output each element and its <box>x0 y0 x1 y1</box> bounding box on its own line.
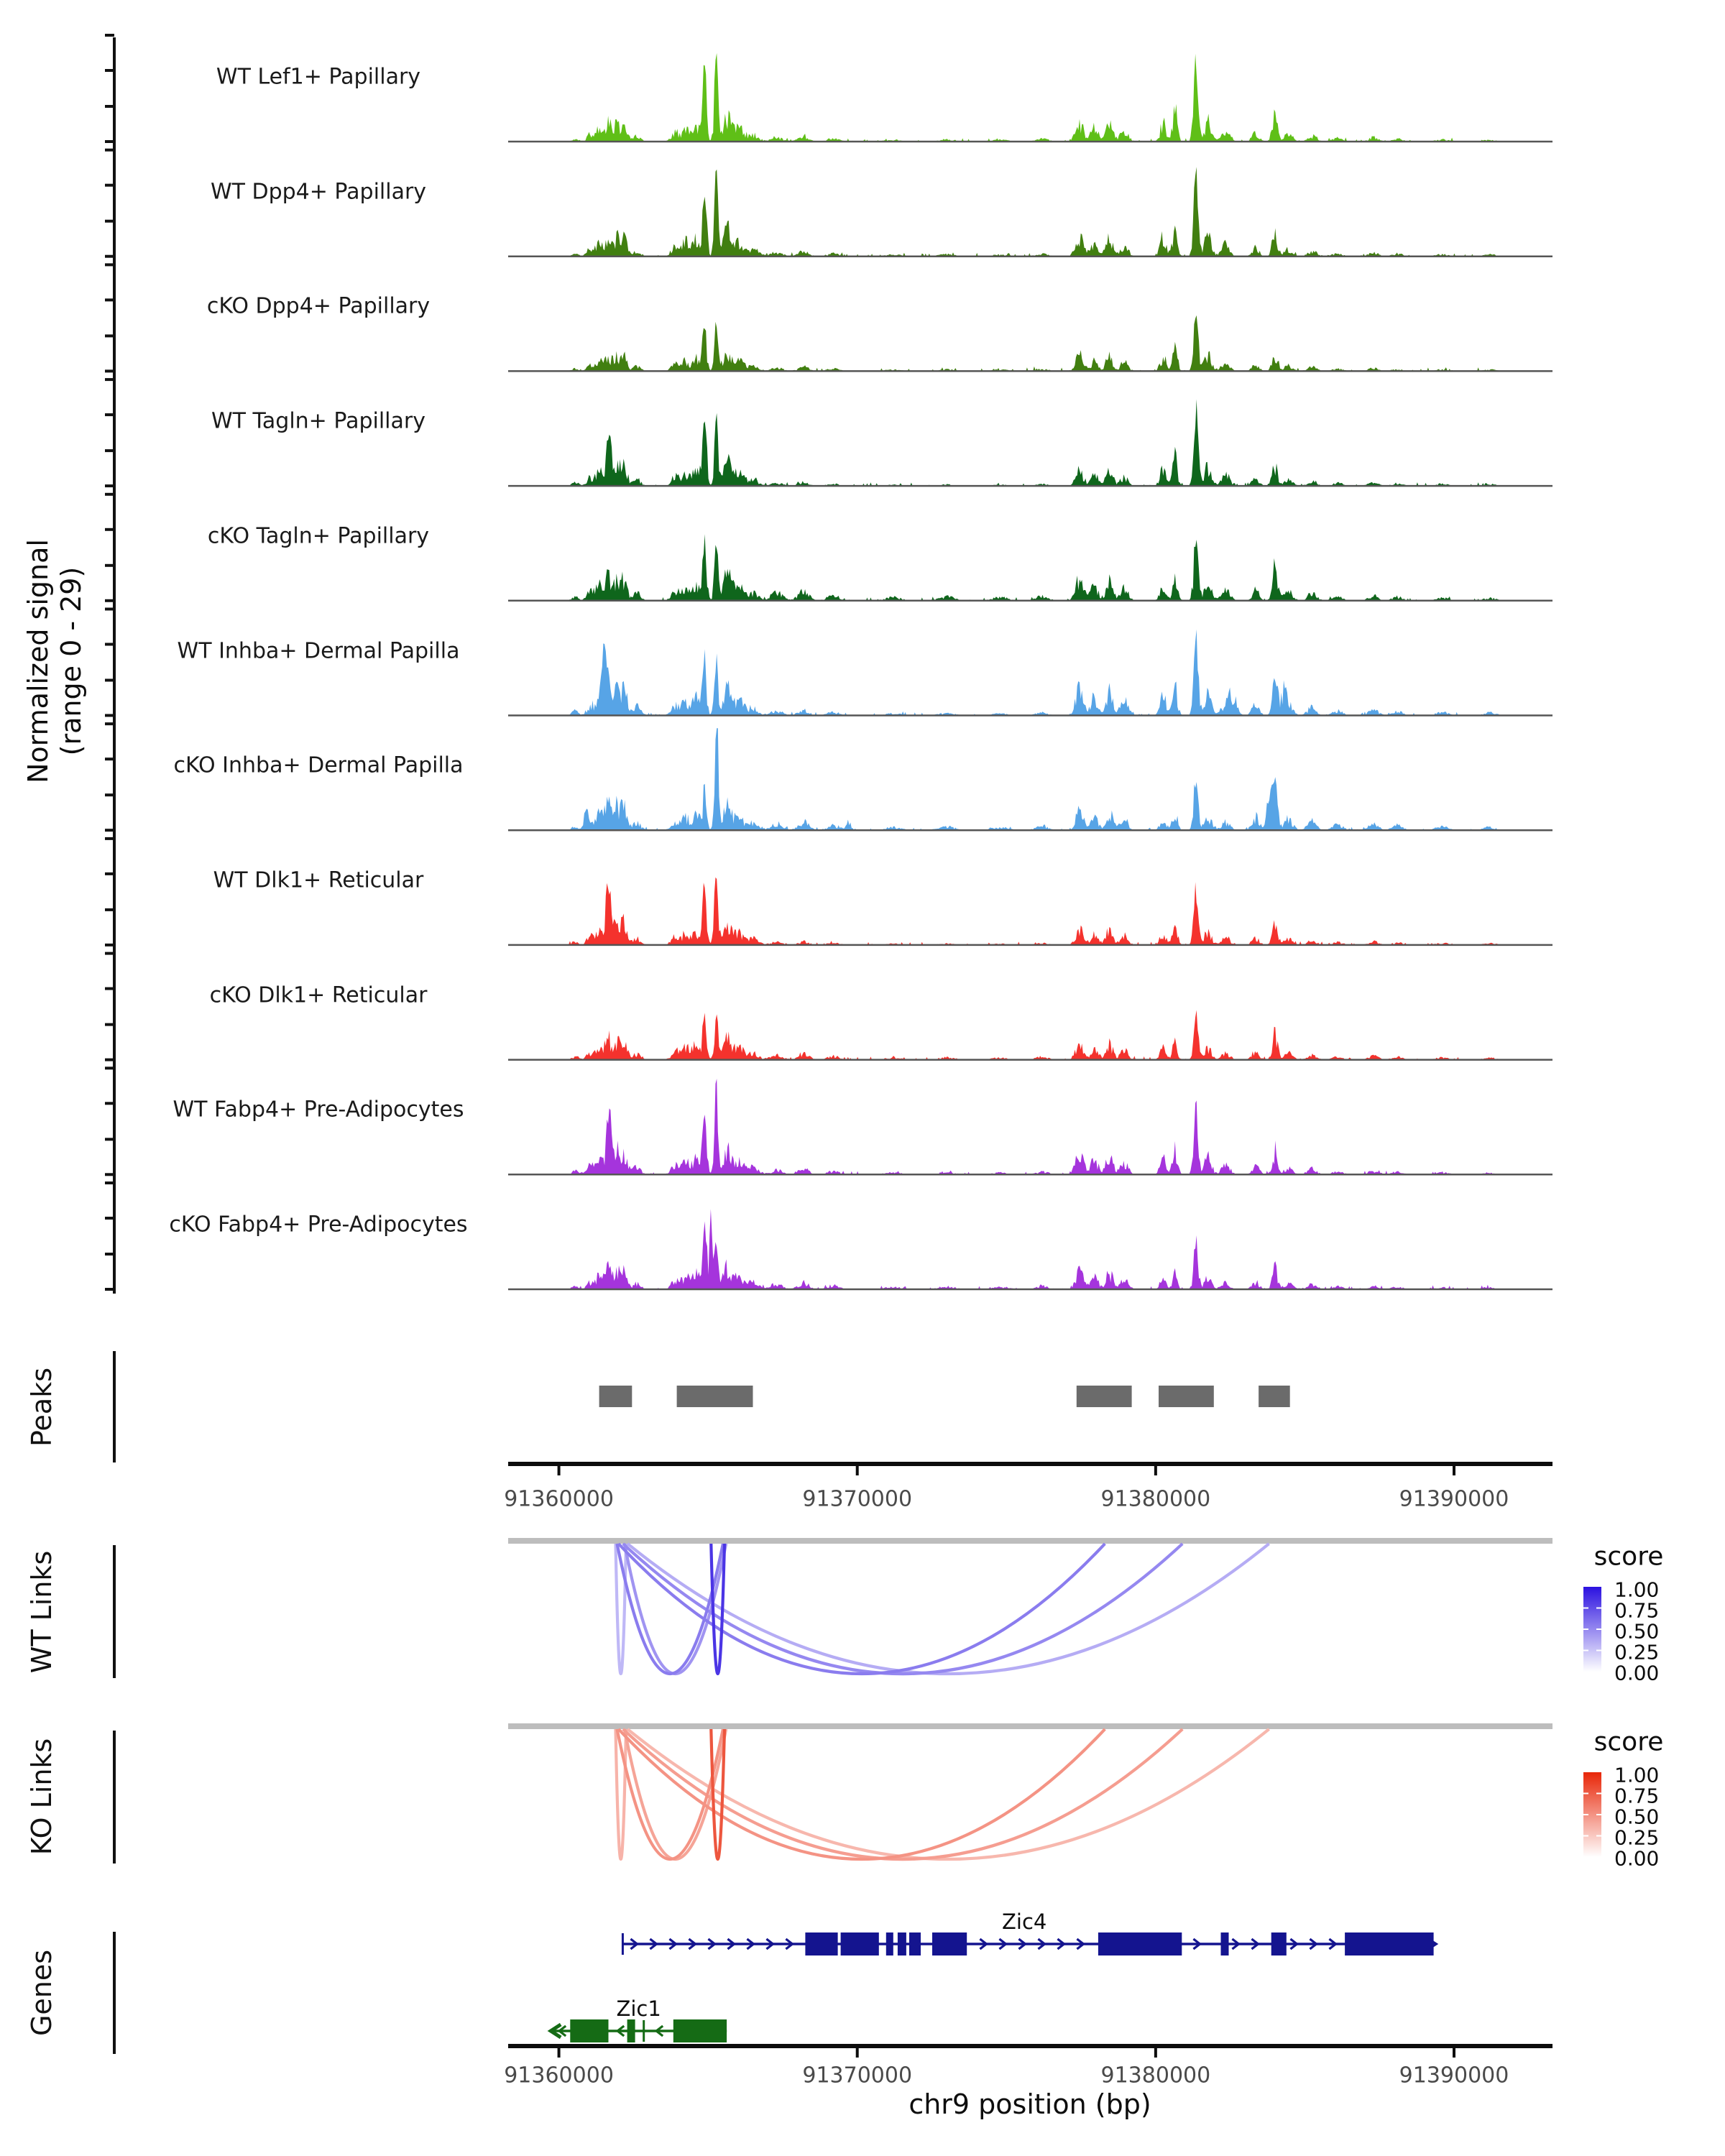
peak-interval <box>1077 1386 1132 1407</box>
gene-exon <box>673 2019 727 2042</box>
ko-links-arc <box>617 1729 723 1859</box>
track-label-8: WT Dlk1+ Reticular <box>213 867 424 893</box>
track-label-6: WT Inhba+ Dermal Papilla <box>177 638 460 663</box>
peaks-x-tick-label: 91390000 <box>1399 1486 1509 1512</box>
track-label-1: WT Lef1+ Papillary <box>216 64 421 90</box>
gene-exon <box>1221 1932 1229 1955</box>
track-label-3: cKO Dpp4+ Papillary <box>206 293 431 319</box>
peaks-x-tick-label: 91370000 <box>802 1486 913 1512</box>
signal-y-axis-label <box>22 539 88 783</box>
track-label-5: cKO Tagln+ Papillary <box>207 523 430 549</box>
gene-label-zic1: Zic1 <box>616 1996 661 2021</box>
gene-exon <box>805 1932 837 1955</box>
ko-links-panel-label: KO Links <box>26 1738 58 1856</box>
wt-score-legend-value: 1.00 <box>1614 1577 1660 1602</box>
ko-score-legend-value: 0.00 <box>1614 1846 1660 1871</box>
track-label-4: WT Tagln+ Papillary <box>211 408 426 434</box>
genome-x-axis <box>508 2046 1552 2058</box>
wt-links-arc <box>617 1544 723 1674</box>
ko-score-colorbar <box>1583 1772 1601 1857</box>
ko-links-baseline <box>508 1723 1552 1729</box>
gene-model-zic4 <box>622 1932 1435 1955</box>
genome-x-tick-label: 91380000 <box>1100 2063 1211 2088</box>
ko-score-legend-value: 0.75 <box>1614 1784 1660 1808</box>
genome-x-tick-label: 91390000 <box>1399 2063 1509 2088</box>
peaks-track <box>114 1351 1290 1462</box>
wt-score-colorbar <box>1583 1587 1601 1672</box>
genome-x-tick-label: 91370000 <box>802 2063 913 2088</box>
ko-links-panel <box>114 1723 1552 1864</box>
gene-exon <box>1345 1932 1434 1955</box>
ko-score-legend-value: 0.25 <box>1614 1825 1660 1850</box>
genome-x-tick-label: 91360000 <box>504 2063 614 2088</box>
gene-label-zic4: Zic4 <box>1002 1909 1047 1934</box>
signal-y-axis-label-line1: Normalized signal <box>22 539 54 783</box>
peak-interval <box>677 1386 753 1407</box>
gene-exon <box>841 1932 879 1955</box>
peaks-panel-label: Peaks <box>26 1367 58 1447</box>
peak-interval <box>1159 1386 1214 1407</box>
gene-exon <box>886 1932 893 1955</box>
wt-score-legend-value: 0.00 <box>1614 1661 1660 1685</box>
gene-exon <box>570 2019 608 2042</box>
track-label-7: cKO Inhba+ Dermal Papilla <box>173 752 464 778</box>
peak-interval <box>1259 1386 1290 1407</box>
genes-panel-label: Genes <box>26 1949 58 2037</box>
gene-exon <box>1098 1932 1182 1955</box>
wt-score-legend-title: score <box>1593 1542 1664 1572</box>
ko-score-legend-value: 1.00 <box>1614 1763 1660 1787</box>
wt-links-panel <box>114 1538 1552 1678</box>
peak-interval <box>599 1386 632 1407</box>
wt-score-legend-value: 0.50 <box>1614 1619 1660 1644</box>
gene-exon <box>898 1932 906 1955</box>
peaks-x-tick-label: 91380000 <box>1100 1486 1211 1512</box>
ko-score-legend-title: score <box>1593 1727 1664 1757</box>
track-label-9: cKO Dlk1+ Reticular <box>209 982 428 1008</box>
track-label-2: WT Dpp4+ Papillary <box>210 179 427 205</box>
gene-exon <box>932 1932 967 1955</box>
peaks-x-axis <box>508 1464 1552 1475</box>
ko-score-legend-value: 0.50 <box>1614 1805 1660 1829</box>
gene-exon <box>627 2019 635 2042</box>
gene-model-zic1 <box>551 2019 727 2042</box>
x-axis-title: chr9 position (bp) <box>908 2088 1151 2120</box>
wt-links-panel-label: WT Links <box>26 1550 58 1674</box>
gene-exon <box>909 1932 921 1955</box>
wt-score-legend-value: 0.75 <box>1614 1598 1660 1623</box>
signal-y-axis-label-line2: (range 0 - 29) <box>55 566 87 756</box>
peaks-x-tick-label: 91360000 <box>504 1486 614 1512</box>
gene-exon <box>1271 1932 1287 1955</box>
wt-links-baseline <box>508 1538 1552 1544</box>
wt-score-legend-value: 0.25 <box>1614 1640 1660 1664</box>
track-label-10: WT Fabp4+ Pre-Adipocytes <box>172 1097 464 1123</box>
track-label-11: cKO Fabp4+ Pre-Adipocytes <box>169 1212 468 1238</box>
